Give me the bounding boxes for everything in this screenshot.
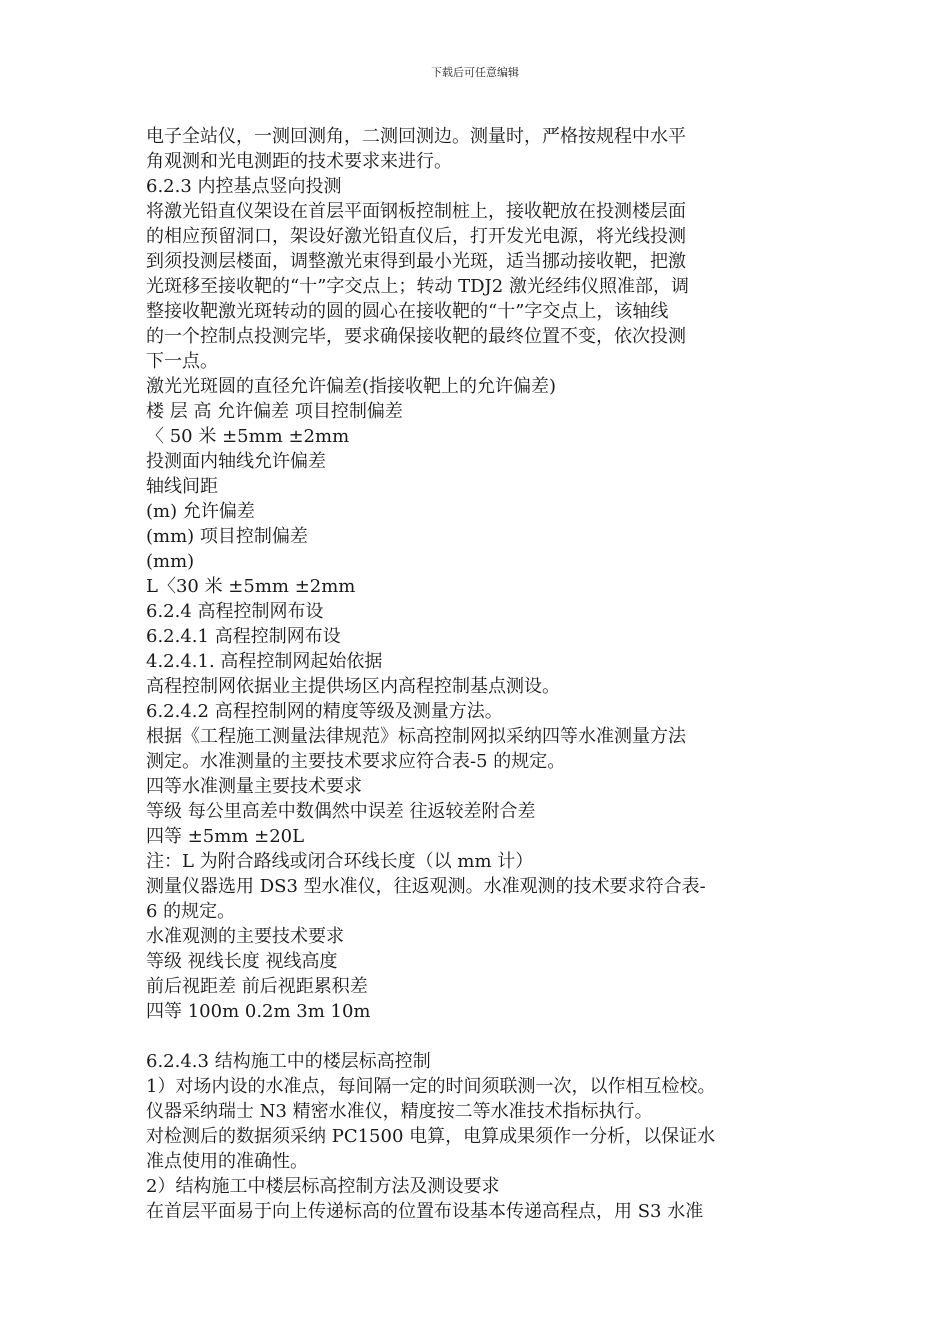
text-line: 角观测和光电测距的技术要求来进行。: [146, 151, 452, 172]
text-line: 光斑移至接收靶的“十”字交点上；转动 TDJ2 激光经纬仪照准部，调: [146, 276, 689, 297]
section-heading: 6.2.4 高程控制网布设: [146, 601, 324, 622]
table-row: 楼 层 高 允许偏差 项目控制偏差: [146, 401, 403, 422]
text-line: 测定。水准测量的主要技术要求应符合表-5 的规定。: [146, 751, 566, 772]
table-row: 轴线间距: [146, 476, 218, 497]
table-caption: 水准观测的主要技术要求: [146, 926, 344, 947]
table-row: 等级 视线长度 视线高度: [146, 951, 338, 972]
text-line: 高程控制网依据业主提供场区内高程控制基点测设。: [146, 676, 560, 697]
text-line: 2）结构施工中楼层标高控制方法及测设要求: [146, 1176, 500, 1197]
text-line: 测量仪器选用 DS3 型水准仪，往返观测。水准观测的技术要求符合表-: [146, 876, 706, 897]
table-row: 四等 ±5mm ±20L: [146, 826, 305, 847]
table-caption: 激光光斑圆的直径允许偏差(指接收靶上的允许偏差): [146, 376, 557, 397]
section-heading: 6.2.4.2 高程控制网的精度等级及测量方法。: [146, 701, 503, 722]
text-line: 仪器采纳瑞士 N3 精密水准仪，精度按二等水准技术指标执行。: [146, 1101, 653, 1122]
table-note: 注：L 为附合路线或闭合环线长度（以 mm 计）: [146, 851, 534, 872]
table-row: L〈30 米 ±5mm ±2mm: [146, 576, 356, 597]
text-line: 电子全站仪，一测回测角，二测回测边。测量时，严格按规程中水平: [146, 126, 686, 147]
text-line: 下一点。: [146, 351, 218, 372]
text-line: 在首层平面易于向上传递标高的位置布设基本传递高程点，用 S3 水准: [146, 1201, 704, 1222]
section-heading: 6.2.4.3 结构施工中的楼层标高控制: [146, 1051, 431, 1072]
document-body: [146, 124, 816, 1224]
page-header: 下载后可任意编辑: [431, 66, 519, 79]
text-line: 的一个控制点投测完毕，要求确保接收靶的最终位置不变，依次投测: [146, 326, 686, 347]
table-row: (mm): [146, 551, 195, 572]
text-line: 根据《工程施工测量法律规范》标高控制网拟采纳四等水准测量方法: [146, 726, 686, 747]
table-row: 〈 50 米 ±5mm ±2mm: [146, 426, 350, 447]
section-heading: 6.2.4.1 高程控制网布设: [146, 626, 341, 647]
table-row: 四等 100m 0.2m 3m 10m: [146, 1001, 371, 1022]
table-caption: 投测面内轴线允许偏差: [146, 451, 326, 472]
text-line: 将激光铅直仪架设在首层平面钢板控制桩上，接收靶放在投测楼层面: [146, 201, 686, 222]
table-row: (m) 允许偏差: [146, 501, 255, 522]
text-line: 准点使用的准确性。: [146, 1151, 308, 1172]
table-row: (mm) 项目控制偏差: [146, 526, 308, 547]
section-heading: 4.2.4.1. 高程控制网起始依据: [146, 651, 383, 672]
text-line: 对检测后的数据须采纳 PC1500 电算，电算成果须作一分析，以保证水: [146, 1126, 716, 1147]
text-line: 6 的规定。: [146, 901, 236, 922]
text-line: 1）对场内设的水准点，每间隔一定的时间须联测一次，以作相互检校。: [146, 1076, 716, 1097]
text-line: 到须投测层楼面，调整激光束得到最小光斑，适当挪动接收靶，把激: [146, 251, 686, 272]
table-caption: 四等水准测量主要技术要求: [146, 776, 362, 797]
text-line: 的相应预留洞口，架设好激光铅直仪后，打开发光电源，将光线投测: [146, 226, 686, 247]
text-line: 整接收靶激光斑转动的圆的圆心在接收靶的“十”字交点上，该轴线: [146, 301, 669, 322]
table-row: 前后视距差 前后视距累积差: [146, 976, 368, 997]
section-heading: 6.2.3 内控基点竖向投测: [146, 176, 342, 197]
table-row: 等级 每公里高差中数偶然中误差 往返较差附合差: [146, 801, 536, 822]
blank-line: [146, 1024, 816, 1049]
